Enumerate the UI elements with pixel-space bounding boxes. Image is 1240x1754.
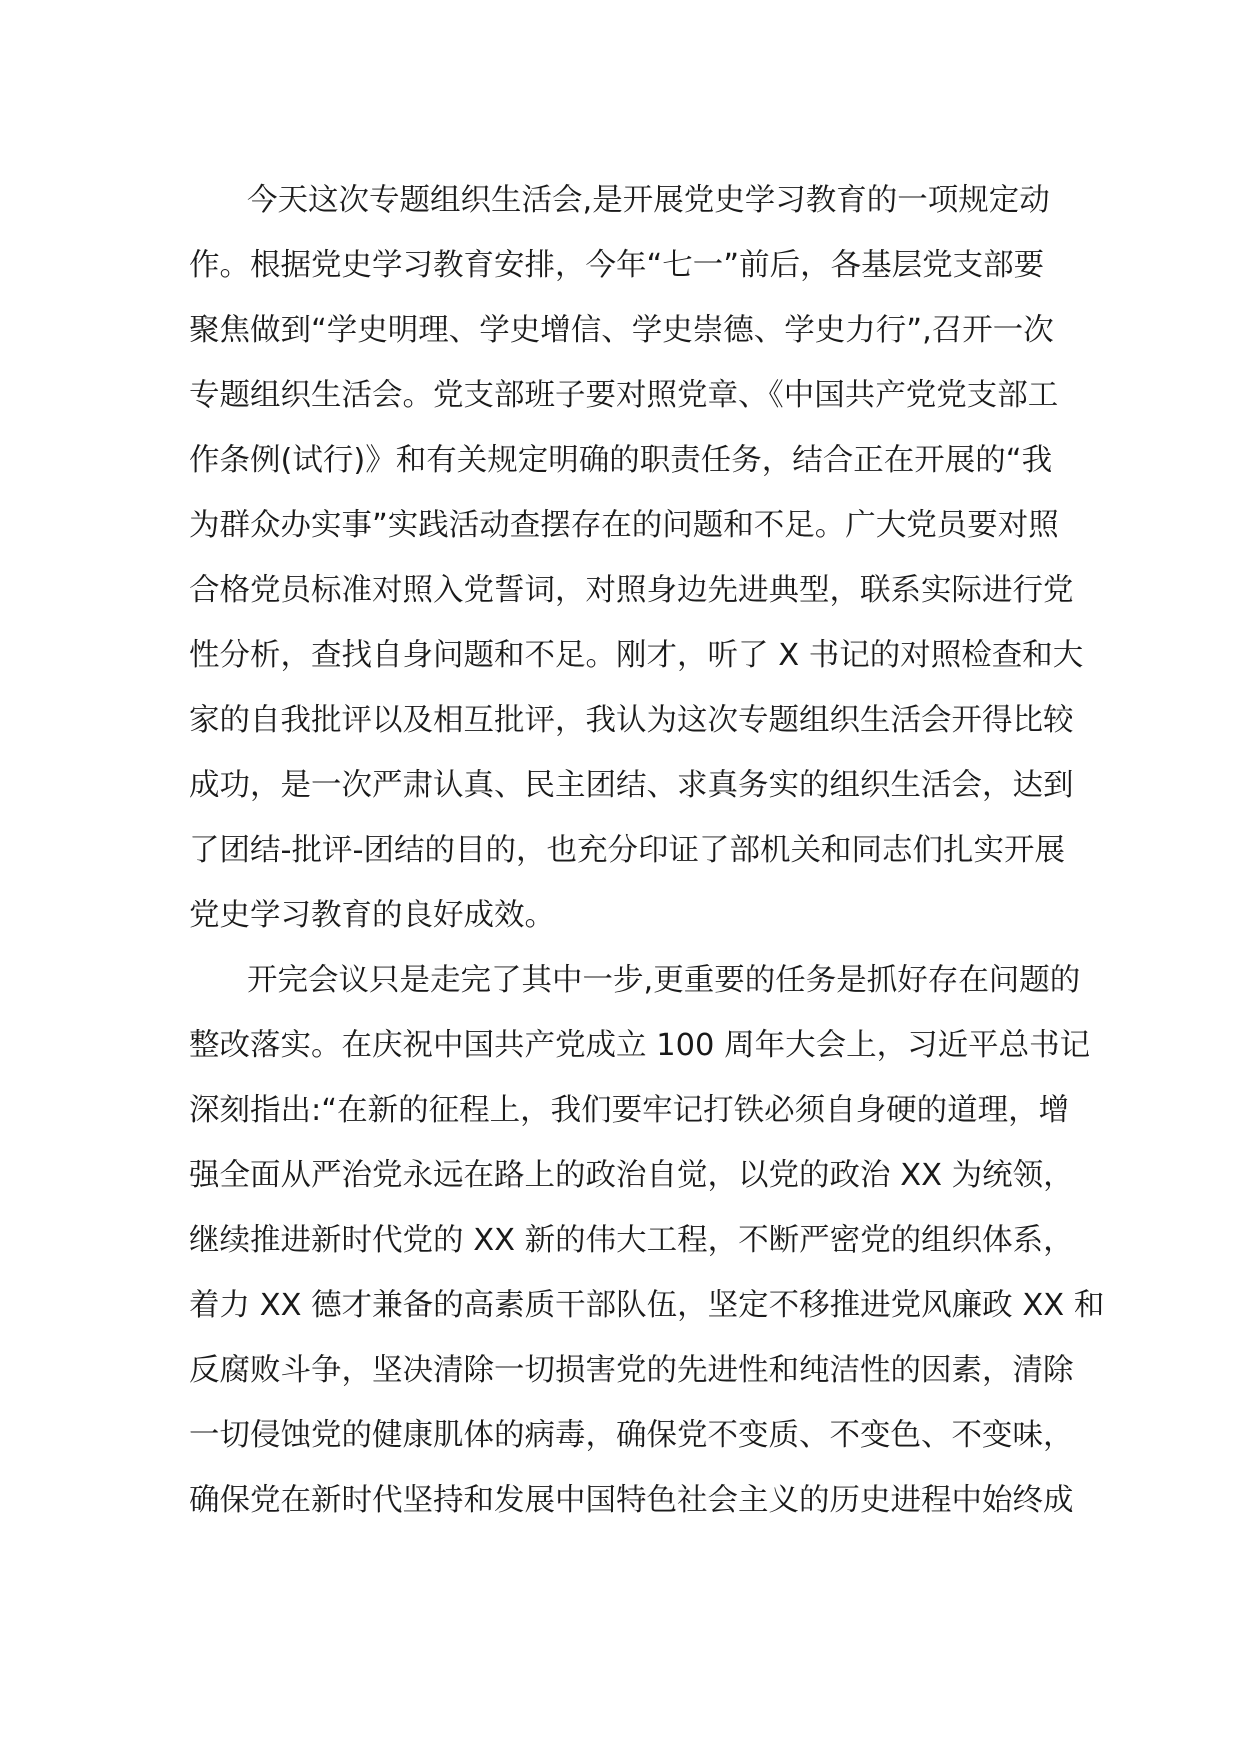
text-line: 今天这次专题组织生活会,是开展党史学习教育的一项规定动 [247,183,1050,218]
text-line: 成功，是一次严肃认真、民主团结、求真务实的组织生活会，达到 [189,768,1074,803]
text-line: 党史学习教育的良好成效。 [189,898,555,933]
text-line: 确保党在新时代坚持和发展中国特色社会主义的历史进程中始终成 [189,1483,1074,1518]
text-line: 开完会议只是走完了其中一步,更重要的任务是抓好存在问题的 [247,963,1081,998]
text-line: 继续推进新时代党的 XX 新的伟大工程，不断严密党的组织体系， [189,1223,1074,1258]
text-line: 一切侵蚀党的健康肌体的病毒，确保党不变质、不变色、不变味， [189,1418,1074,1453]
text-line: 作。根据党史学习教育安排，今年“七一”前后，各基层党支部要 [189,248,1045,283]
text-line: 家的自我批评以及相互批评，我认为这次专题组织生活会开得比较 [189,703,1074,738]
text-line: 合格党员标准对照入党誓词，对照身边先进典型，联系实际进行党 [189,573,1074,608]
text-line: 了团结-批评-团结的目的，也充分印证了部机关和同志们扎实开展 [189,833,1066,868]
text-line: 聚焦做到“学史明理、学史增信、学史崇德、学史力行”,召开一次 [189,313,1054,348]
text-line: 性分析，查找自身问题和不足。刚才，听了 X 书记的对照检查和大 [189,638,1084,673]
document-body [189,168,1105,1533]
text-line: 为群众办实事”实践活动查摆存在的问题和不足。广大党员要对照 [189,508,1059,543]
text-line: 专题组织生活会。党支部班子要对照党章、《中国共产党党支部工 [189,378,1059,413]
text-line: 反腐败斗争，坚决清除一切损害党的先进性和纯洁性的因素，清除 [189,1353,1074,1388]
text-line: 着力 XX 德才兼备的高素质干部队伍，坚定不移推进党风廉政 XX 和 [189,1288,1105,1323]
paragraph-1 [189,168,1084,948]
text-line: 作条例(试行)》和有关规定明确的职责任务，结合正在开展的“我 [189,443,1053,478]
text-line: 深刻指出:“在新的征程上，我们要牢记打铁必须自身硬的道理，增 [189,1093,1070,1128]
text-line: 强全面从严治党永远在路上的政治自觉，以党的政治 XX 为统领， [189,1158,1074,1193]
text-line: 整改落实。在庆祝中国共产党成立 100 周年大会上，习近平总书记 [189,1028,1091,1063]
paragraph-2 [189,948,1105,1533]
